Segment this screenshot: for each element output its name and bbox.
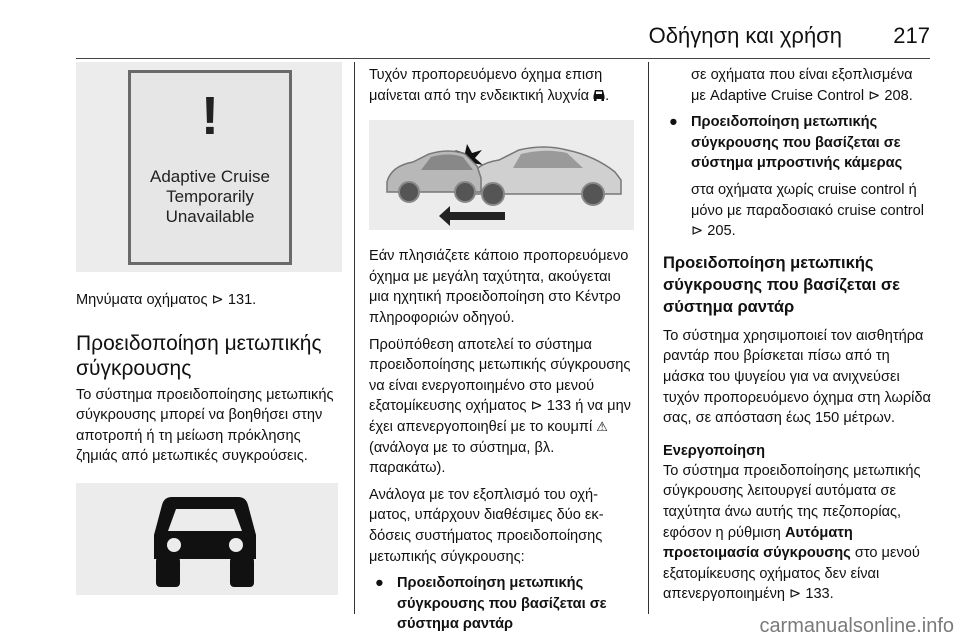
- list-item-body: στα οχήματα χωρίς cruise control ή μόνο με παραδοσιακό cruise control ⊳ 205.: [691, 181, 925, 240]
- subsection-heading: Προειδοποίηση μετωπικής σύγκρουσης που βασίζεται σε σύστημα ραντάρ: [663, 253, 900, 316]
- radar-paragraph: Το σύστημα χρησιμοποιεί τον αισθητήρα ραντάρ που βρίσκεται πίσω από τη μάσκα του ψυγείου για να ανιχνεύσει τυχόν προπορευόμενο όχημα στη λωρίδα σας, σε απόσταση έως 150 μέτρων.: [663, 327, 931, 427]
- running-header-title: Οδήγηση και χρήση: [648, 23, 842, 48]
- warning-line-3: Unavailable: [165, 207, 255, 226]
- warning-line-1: Adaptive Cruise: [149, 167, 270, 186]
- column-1: [76, 62, 342, 595]
- vehicle-ahead-icon: [150, 489, 260, 593]
- warning-exclamation-icon: !: [201, 86, 219, 146]
- column-divider-2: [648, 62, 649, 614]
- column-3: [663, 65, 931, 611]
- indicator-paragraph: Τυχόν προπορευόμενο όχημα επιση μαίνεται από την ενδεικτική λυχνία .: [369, 67, 610, 104]
- section-heading: Προειδοποίηση μετωπικής σύγκρουσης: [76, 331, 322, 380]
- list-item-continuation: σε οχήματα που είναι εξοπλισμένα με Adaptive Cruise Control ⊳ 208.: [691, 67, 913, 104]
- activation-paragraph: Το σύστημα προειδοποίησης μετωπικής σύγκρουσης λειτουργεί αυτόματα σε ταχύτητα άνω αυτής της πεζοπορίας, εφόσον η ρύθμιση Αυτόματη προετοιμασία σύγκρουσης στο μενού εξατομίκευσης οχήματος δεν είναι απενεργοποιημένη ⊳ 133.: [663, 462, 921, 603]
- bullet-dot-icon: ●: [669, 114, 678, 131]
- activation-heading: Ενεργοποίηση: [663, 442, 765, 459]
- versions-paragraph: Ανάλογα με τον εξοπλισμό του οχήματος, υπάρχουν διαθέσιμες δύο εκδόσεις συστήματος προειδοποίησης μετωπικής σύγκρουσης:: [369, 486, 604, 565]
- vehicle-ahead-figure: [76, 483, 338, 595]
- prerequisite-paragraph: Προϋπόθεση αποτελεί το σύστημα προειδοποίησης μετωπικής σύγκρουσης να είναι ενεργοποιημένο στο μενού εξατομίκευσης οχήματος ⊳ 133 ή να μην έχει απενεργοποιηθεί με το κουμπί ⚠ (ανάλογα με το σύστημα, βλ. παρακάτω).: [369, 336, 631, 477]
- warning-line-2: Temporarily: [166, 187, 254, 206]
- figure-caption: Μηνύματα οχήματος ⊳ 131.: [76, 292, 257, 308]
- intro-paragraph: Το σύστημα προειδοποίησης μετωπικής σύγκρουσης μπορεί να βοηθήσει στην αποτροπή ή τη μείωση πρόκλησης ζημιάς από μετωπικές συγκρούσεις.: [76, 386, 334, 465]
- vehicle-ahead-indicator-icon: [593, 89, 605, 101]
- column-divider-1: [354, 62, 355, 614]
- watermark: carmanualsonline.info: [759, 615, 954, 637]
- audible-warning-paragraph: Εάν πλησιάζετε κάποιο προπορευόμενο όχημα με μεγάλη ταχύτητα, ακούγεται μια ηχητική προειδοποίηση στο Κέντρο πληροφοριών οδηγού.: [369, 248, 629, 326]
- collision-warning-cars-illustration: [369, 120, 634, 230]
- page-number: 217: [893, 23, 930, 48]
- bullet-dot-icon: ●: [375, 575, 384, 592]
- list-item: ● Προειδοποίηση μετωπικής σύγκρουσης που βασίζεται σε σύστημα ραντάρ: [375, 575, 607, 633]
- warning-message: [131, 167, 289, 227]
- warning-display-figure: [76, 62, 342, 272]
- header-rule: [76, 58, 930, 59]
- column-2: [369, 65, 634, 635]
- collision-warning-figure: [369, 120, 634, 230]
- collision-alert-button-icon: ⚠: [596, 418, 608, 434]
- driver-info-display: [128, 70, 292, 265]
- list-item: ● Προειδοποίηση μετωπικής σύγκρουσης που βασίζεται σε σύστημα μπροστινής κάμερας: [669, 114, 903, 172]
